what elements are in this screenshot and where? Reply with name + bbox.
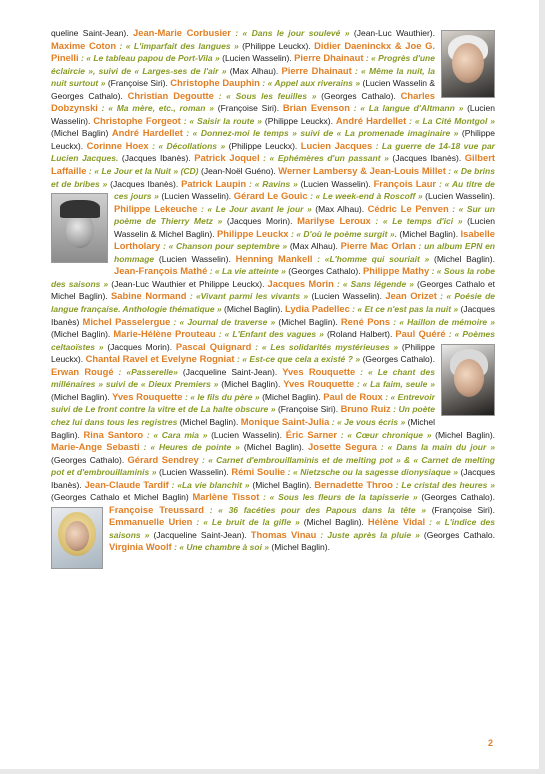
author-name[interactable]: Didier Daeninckx & Joe G. Pinelli: [51, 39, 435, 64]
book-title: : « Le Jour avant le jour »: [201, 203, 312, 214]
book-title: : « Décollations »: [152, 140, 226, 151]
author-name[interactable]: Brian Evenson: [282, 102, 350, 114]
reviewer: (Michel Baglin).: [278, 316, 338, 327]
reviewer: (Françoise Siri).: [107, 78, 168, 89]
reviewer: (Michel Baglin).: [51, 329, 111, 340]
reviewer: (Georges Cathalo).: [288, 266, 361, 277]
author-name[interactable]: Cédric Le Penven: [367, 202, 449, 214]
reviewer: (Philippe Leuckx).: [228, 140, 298, 151]
review-entry: [109, 505, 495, 515]
author-name[interactable]: Rémi Soulie: [231, 466, 286, 478]
author-name[interactable]: Corinne Hoex: [86, 139, 149, 151]
author-name[interactable]: Yves Rouquette: [283, 378, 355, 390]
author-name[interactable]: Françoise Treussard: [109, 503, 205, 515]
reviewer: (Lucien Wasselin).: [211, 429, 282, 440]
book-title: : « Poèmes celtaoïstes »: [51, 329, 495, 352]
reviewer: (Jean-Luc Wauthier).: [353, 28, 435, 38]
author-name[interactable]: Sabine Normand: [111, 290, 187, 302]
reviewer: (Lucien Wasselin & Georges Cathalo).: [51, 78, 436, 101]
author-name[interactable]: Yves Rouquette: [282, 365, 356, 377]
reviewer: (Michel Baglin).: [434, 253, 495, 264]
author-name[interactable]: Paul Quéré: [395, 328, 446, 340]
book-title: : « Dans le jour soulevé »: [235, 28, 350, 38]
author-name[interactable]: Marie-Ange Sebasti: [51, 441, 140, 453]
book-title: : « Le week-end à Roscoff »: [310, 191, 423, 202]
author-name[interactable]: Marilyse Leroux: [297, 215, 371, 227]
reviewer: (Max Alhau).: [229, 65, 279, 76]
reviewer: (Michel Baglin): [51, 128, 109, 139]
book-title: : « La faim, seule »: [356, 379, 435, 390]
book-title: : «L'homme qui souriait »: [317, 253, 430, 264]
reviewer: (Jean-Noël Guéno).: [201, 166, 276, 177]
author-name[interactable]: Thomas Vinau: [250, 528, 317, 540]
book-title: : « le fils du père »: [184, 391, 260, 402]
author-name[interactable]: Jacques Morin: [267, 277, 334, 289]
author-photo-man-with-cap: [51, 193, 108, 263]
author-photo-grey-haired-man: [441, 344, 495, 416]
book-title: : « Est-ce que cela a existé ? »: [236, 354, 361, 365]
reviewer: (Roland Halbert).: [326, 329, 393, 340]
reviewer: (Georges Cathalo et Michel Baglin): [51, 492, 189, 503]
reviewer: queline Saint-Jean).: [51, 28, 129, 38]
review-entry: [192, 492, 495, 502]
author-name[interactable]: Pascal Quignard: [175, 340, 252, 352]
author-name[interactable]: Jean-Marie Corbusier: [133, 27, 231, 38]
book-title: : « Chanson pour septembre »: [163, 241, 288, 252]
book-title: : « Sans légende »: [336, 278, 414, 289]
book-title: : « Nietzsche ou la sagesse dionysiaque »: [287, 467, 458, 478]
reviewer: (Michel Baglin).: [179, 416, 239, 427]
reviewer: (Michel Baglin).: [303, 517, 364, 528]
book-title: : « Donnez-moi le temps » suivi de « La promenade imaginaire »: [186, 128, 459, 139]
author-name[interactable]: Patrick Laupin: [181, 177, 247, 189]
author-name[interactable]: Yves Rouquette: [112, 390, 183, 402]
author-name[interactable]: Pierre Dhainaut: [294, 52, 364, 64]
review-entry: [194, 153, 464, 163]
reviewer: (Philippe Leuckx).: [51, 128, 495, 151]
book-title: : « Sur un poème de Thierry Metz »: [114, 203, 495, 227]
book-title: : « Entrevoir suivi de Le front contre la vitre et de La halte obscure »: [51, 391, 435, 415]
author-name[interactable]: Lucien Jacques: [300, 139, 373, 151]
reviewer: (Michel Baglin).: [224, 304, 283, 315]
book-title: : « Saisir la route »: [183, 115, 262, 126]
author-name[interactable]: Henning Mankell: [235, 252, 313, 264]
author-name[interactable]: François Laur: [373, 177, 437, 189]
book-title: : « Ma mère, etc., roman »: [101, 103, 214, 114]
author-name[interactable]: Gérard Le Gouic: [233, 190, 308, 202]
book-title: : « La vie atteinte »: [209, 266, 286, 277]
book-title: : « Cara mia »: [146, 429, 208, 440]
author-name[interactable]: Philippe Lekeuche: [114, 202, 198, 214]
author-name[interactable]: Marie-Hélène Prouteau: [113, 328, 216, 340]
book-title: : « D'où le poème surgit ».: [290, 228, 397, 239]
author-name[interactable]: Maxime Coton: [51, 39, 117, 51]
book-title: : « Ravins »: [249, 178, 298, 189]
reviewer: (Philippe Leuckx).: [51, 341, 435, 365]
reviewer: (Jacqueline Saint-Jean).: [182, 366, 278, 377]
reviewer: (Michel Baglin).: [252, 479, 312, 490]
book-title: : «La vie blanchit »: [171, 479, 250, 490]
review-entry: [93, 116, 336, 126]
reviewer: (Lucien Wasselin & Michel Baglin).: [114, 216, 495, 239]
reviewer: (Max Alhau).: [289, 241, 338, 252]
author-name[interactable]: Chantal Ravel et Evelyne Rogniat: [85, 353, 235, 365]
author-name[interactable]: Monique Saint-Julia: [240, 415, 330, 427]
author-name[interactable]: Pierre Mac Orlan: [340, 240, 416, 252]
review-entry: [86, 354, 435, 364]
author-name[interactable]: Bernadette Throo: [314, 478, 393, 490]
reviewer: (Michel Baglin).: [221, 379, 281, 390]
author-name[interactable]: Christophe Forgeot: [93, 114, 181, 126]
reviewer: (Françoise Siri).: [431, 504, 495, 515]
review-entry: [84, 430, 286, 440]
review-entry: [109, 517, 368, 527]
author-photo-blonde-woman: [51, 507, 103, 569]
author-name[interactable]: André Hardellet: [111, 127, 183, 139]
reviewer: (Jacques Ibanès): [51, 304, 495, 327]
book-title: : Juste après la pluie »: [320, 529, 420, 540]
review-entry: [85, 480, 315, 490]
author-name[interactable]: Michel Passelergue: [82, 315, 171, 327]
review-entry: [133, 28, 435, 38]
reviewer: (Georges Cathalo et Michel Baglin).: [51, 278, 495, 302]
book-title: : « Dans la main du jour »: [380, 442, 495, 453]
author-photo-elderly-man: [441, 30, 495, 98]
author-name[interactable]: Hélène Vidal: [367, 516, 426, 528]
author-name[interactable]: Christophe Dauphin: [170, 77, 260, 89]
reviewer: (Philippe Leuckx).: [264, 115, 333, 126]
author-name[interactable]: Emmanuelle Urien: [109, 516, 193, 528]
reviewer: (Jean-Luc Wauthier et Philippe Leuckx).: [111, 278, 265, 289]
reviewer: (Georges Cathalo).: [362, 354, 435, 365]
review-entry: [114, 266, 363, 276]
book-title: : « Cœur chronique »: [340, 429, 432, 440]
book-title: : La guerre de 14-18 vue par Lucien Jacques.: [51, 140, 495, 164]
review-entry: [113, 329, 395, 339]
book-title: : « 36 facéties pour des Papous dans la tête »: [209, 504, 427, 515]
book-title: : « Même la nuit, la nuit surtout »: [51, 65, 435, 89]
book-title: : « La Cité Montgol »: [409, 115, 495, 126]
author-name[interactable]: Patrick Joquel: [194, 152, 260, 164]
book-title: : « Au titre de ces jours »: [114, 178, 495, 202]
review-entry: [111, 291, 385, 301]
review-entry: [87, 141, 301, 151]
reviewer: (Françoise Siri).: [277, 404, 339, 415]
review-entry: [217, 229, 461, 239]
book-title: : « Le Jour et la Nuit » (CD): [88, 166, 199, 177]
author-name[interactable]: Philippe Leuckx: [217, 227, 289, 239]
book-title: : « Je vous écris »: [331, 416, 406, 427]
reviewer: (Philippe Leuckx).: [242, 40, 311, 51]
author-name[interactable]: Philippe Mathy: [362, 265, 430, 277]
reviewer: (Jacques Ibanès).: [110, 178, 179, 189]
book-title: : un album EPN en hommage: [114, 241, 496, 264]
author-name[interactable]: Jean Orizet: [385, 290, 437, 302]
book-title: : « Haillon de mémoire »: [393, 316, 495, 327]
author-name[interactable]: Werner Lambersy & Jean-Louis Millet: [278, 165, 446, 177]
book-title: : « De brins et de bribes »: [51, 166, 495, 189]
review-entry: [286, 430, 495, 440]
reviewer: (Michel Baglin).: [262, 391, 321, 402]
reviewer: (Michel Baglin).: [435, 429, 496, 440]
book-title: : « L'indice des saisons »: [109, 517, 495, 540]
author-name[interactable]: Paul de Roux: [323, 390, 383, 402]
book-title: : « Sous les fleurs de la tapisserie »: [263, 492, 418, 503]
book-title: : « Journal de traverse »: [173, 316, 276, 327]
page-number: 2: [487, 738, 493, 748]
reviewer: (Jacques Ibanès).: [51, 467, 495, 490]
reviewer: (Georges Cathalo).: [321, 90, 396, 101]
review-index-text: [51, 27, 495, 572]
book-title: : « Le tableau papou de Port-Vila »: [81, 53, 220, 64]
author-name[interactable]: Jean-François Mathé: [114, 265, 208, 277]
book-title: : « Heures de pointe »: [143, 442, 240, 453]
reviewer: (Jacques Ibanès).: [392, 153, 462, 164]
review-entry: [181, 179, 374, 189]
book-title: : « Une chambre à soi »: [174, 542, 270, 553]
review-entry: [51, 28, 133, 38]
review-entry: [112, 392, 323, 402]
author-name[interactable]: Erwan Rougé: [51, 365, 114, 377]
reviewer: (Michel Baglin).: [271, 542, 330, 553]
review-entry: [51, 41, 314, 51]
book-title: : « Le bruit de la gifle »: [196, 517, 300, 528]
author-name[interactable]: Jean-Claude Tardif: [84, 478, 169, 490]
book-title: : « Les solidarités mystérieuses »: [255, 341, 399, 352]
reviewer: (Jacques Morin).: [226, 216, 293, 227]
reviewer: (Lucien Wasselin).: [222, 53, 292, 64]
author-name[interactable]: Josette Segura: [308, 441, 377, 453]
author-name[interactable]: André Hardellet: [335, 114, 407, 126]
reviewer: (Michel Baglin).: [243, 442, 305, 453]
reviewer: (Françoise Siri).: [217, 103, 280, 114]
book-title: : «Vivant parmi les vivants »: [189, 291, 309, 302]
reviewer: (Lucien Wasselin).: [158, 253, 231, 264]
reviewer: (Jacqueline Saint-Jean).: [153, 529, 247, 540]
review-entry: [83, 317, 341, 327]
reviewer: (Michel Baglin).: [51, 391, 110, 402]
review-entry: [51, 442, 308, 452]
reviewer: (Lucien Wasselin).: [425, 191, 495, 202]
author-name[interactable]: Marlène Tissot: [192, 491, 260, 503]
author-name[interactable]: Virginia Woolf: [109, 541, 172, 553]
book-title: : « Et ce n'est pas la nuit »: [352, 304, 459, 315]
author-name[interactable]: Bruno Ruiz: [340, 403, 391, 415]
book-title: : « Le chant des millénaires » suivi de « Dieux Premiers »: [51, 366, 435, 390]
page-edge-bottom: [0, 769, 545, 774]
reviewer: (Georges Cathalo).: [421, 492, 495, 503]
review-entry: [109, 542, 330, 552]
reviewer: (Lucien Wasselin).: [311, 291, 383, 302]
book-title: : Le cristal des heures »: [395, 479, 495, 490]
book-title: : « Le temps d'ici »: [375, 216, 463, 227]
author-name[interactable]: Christian Degoutte: [127, 89, 214, 101]
author-name[interactable]: René Pons: [340, 315, 391, 327]
reviewer: (Lucien Wasselin).: [51, 103, 495, 126]
book-title: : « La langue d'Altmann »: [353, 103, 464, 114]
book-title: : « Carnet d'embrouillaminis et de melting pot » & « Carnet de melting pot et d'embrouillaminis »: [51, 454, 495, 478]
book-title: : « Progrès d'une éclaircie », suivi de « Larges-ses de l'air »: [51, 53, 435, 76]
reviewer: (Max Alhau).: [315, 203, 365, 214]
book-title: : « L'imparfait des langues »: [119, 40, 239, 51]
book-title: : Un poète chez lui dans tous les registres: [51, 404, 435, 427]
reviewer: (Michel Baglin).: [399, 228, 459, 239]
author-name[interactable]: Charles Dobzynski: [51, 89, 435, 114]
review-entry: [51, 367, 282, 377]
book-title: : « Ephémères d'un passant »: [263, 153, 389, 164]
book-title: : « L'Enfant des vagues »: [218, 329, 324, 340]
reviewer: (Jacques Ibanès).: [121, 153, 191, 164]
reviewer: (Jacques Morin).: [107, 341, 173, 352]
review-entry: [128, 91, 401, 101]
reviewer: (Georges Cathalo.: [423, 529, 495, 540]
author-name[interactable]: Isabelle Lortholary: [114, 227, 495, 252]
author-name[interactable]: Rina Santoro: [83, 428, 144, 440]
author-name[interactable]: Gilbert Laffaille: [51, 152, 495, 177]
reviewer: (Michel Baglin).: [51, 416, 435, 440]
author-name[interactable]: Pierre Dhainaut: [281, 64, 352, 76]
review-entry: [234, 191, 495, 201]
book-title: : « Poésie de langue française. Anthologie thématique »: [51, 291, 495, 315]
book-title: : « Sous la robe des saisons »: [51, 266, 495, 289]
review-entry: [236, 254, 495, 264]
author-name[interactable]: Éric Sarner: [285, 428, 338, 440]
book-title: : « Sous les feuilles »: [218, 90, 317, 101]
reviewer: (Lucien Wasselin).: [159, 467, 229, 478]
book-title: : « Appel aux riverains »: [262, 78, 361, 89]
page-edge-right: [539, 0, 545, 774]
review-entry: [114, 204, 368, 214]
reviewer: (Georges Cathalo).: [51, 454, 125, 465]
reviewer: (Lucien Wasselin).: [161, 191, 232, 202]
reviewer: (Lucien Wasselin).: [300, 178, 371, 189]
author-name[interactable]: Gérard Sendrey: [127, 453, 199, 465]
author-name[interactable]: Lydia Padellec: [285, 303, 350, 315]
book-title: : «Passerelle»: [118, 366, 178, 377]
review-entry: [251, 530, 495, 540]
